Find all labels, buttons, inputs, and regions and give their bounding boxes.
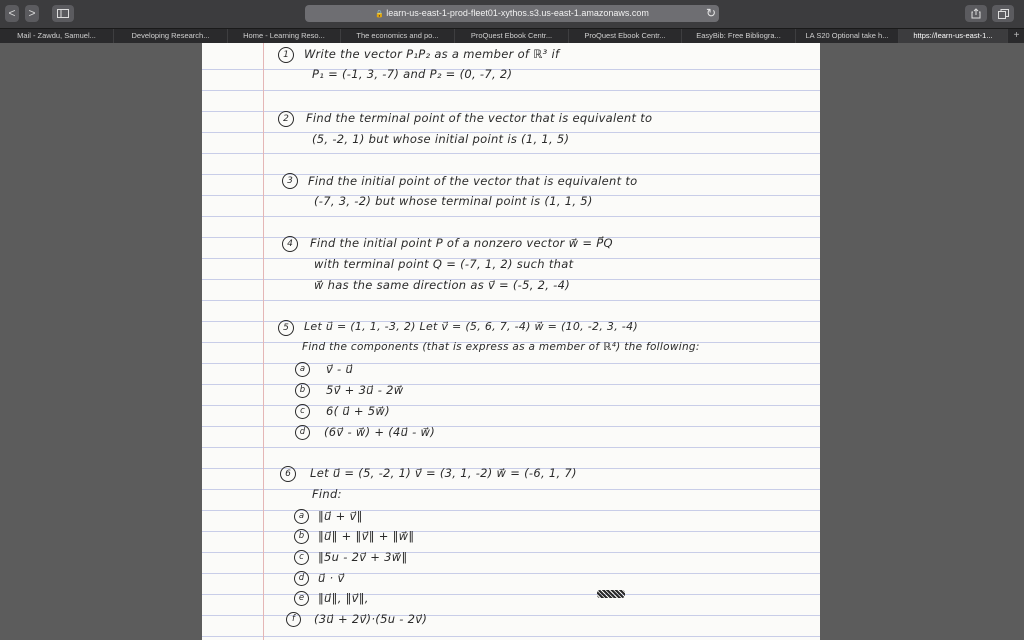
bookmark-item[interactable]: Home - Learning Reso...	[228, 29, 341, 43]
problem-text: Let u⃗ = (1, 1, -3, 2) Let v⃗ = (5, 6, 7, -4) w⃗ = (10, -2, 3, -4)	[304, 320, 638, 333]
item-text: 6( u⃗ + 5w⃗)	[326, 404, 390, 418]
item-text: ‖u⃗ + v⃗‖	[318, 509, 363, 523]
sidebar-toggle-button[interactable]	[52, 5, 74, 22]
address-bar[interactable]	[305, 5, 719, 22]
bookmark-item[interactable]: The economics and po...	[341, 29, 455, 43]
problem-text: Find the initial point of the vector that is equivalent to	[308, 174, 638, 188]
url-text: learn-us-east-1-prod-fleet01-xythos.s3.us-east-1.amazonaws.com	[386, 8, 649, 18]
problem-text: Let u⃗ = (5, -2, 1) v⃗ = (3, 1, -2) w⃗ = (-6, 1, 7)	[310, 466, 577, 480]
problem-text: w⃗ has the same direction as v⃗ = (-5, 2, -4)	[314, 278, 571, 292]
item-text: (3u⃗ + 2v⃗)·(5u - 2v⃗)	[314, 612, 428, 626]
problem-text: Find:	[312, 487, 342, 501]
problem-text: (5, -2, 1) but whose initial point is (1, 1, 5)	[312, 132, 570, 146]
share-button[interactable]	[965, 5, 987, 22]
problem-text: Write the vector P₁P₂ as a member of ℝ³ if	[304, 47, 560, 61]
problem-text: with terminal point Q = (-7, 1, 2) such that	[314, 257, 574, 271]
tabs-overview-icon	[998, 9, 1009, 19]
problem-text: (-7, 3, -2) but whose terminal point is (1, 1, 5)	[314, 194, 593, 208]
forward-button[interactable]: >	[25, 5, 39, 22]
item-text: 5v⃗ + 3u⃗ - 2w⃗	[326, 383, 404, 397]
problem-number: 5	[278, 320, 294, 336]
item-text: u⃗ · v⃗	[318, 571, 345, 585]
bookmark-item[interactable]: Mail - Zawdu, Samuel...	[0, 29, 114, 43]
problem-number: 6	[280, 466, 296, 482]
tabs-button[interactable]	[992, 5, 1014, 22]
share-icon	[971, 8, 981, 19]
item-label: a	[294, 509, 309, 524]
item-label: c	[294, 550, 309, 565]
item-label: a	[295, 362, 310, 377]
sidebar-icon	[57, 9, 69, 18]
item-label: d	[295, 425, 310, 440]
problem-number: 2	[278, 111, 294, 127]
reload-icon[interactable]: ↻	[705, 6, 717, 20]
bookmark-item[interactable]: ProQuest Ebook Centr...	[455, 29, 569, 43]
item-label: c	[295, 404, 310, 419]
bookmark-item[interactable]: Developing Research...	[114, 29, 228, 43]
notebook-page	[202, 43, 820, 640]
bookmarks-bar	[0, 28, 1024, 43]
bookmark-item[interactable]: ProQuest Ebook Centr...	[569, 29, 682, 43]
item-text: ‖5u - 2v⃗ + 3w⃗‖	[318, 550, 408, 564]
scribbled-out-text	[597, 590, 625, 598]
problem-text: Find the components (that is express as a member of ℝ⁴) the following:	[302, 341, 700, 353]
item-label: d	[294, 571, 309, 586]
item-label: f	[286, 612, 301, 627]
problem-text: P₁ = (-1, 3, -7) and P₂ = (0, -7, 2)	[312, 67, 513, 81]
item-label: b	[294, 529, 309, 544]
problem-number: 1	[278, 47, 294, 63]
margin-line	[263, 43, 264, 640]
item-text: v⃗ - u⃗	[326, 362, 354, 376]
browser-toolbar	[0, 0, 1024, 28]
item-text: (6v⃗ - w⃗) + (4u⃗ - w⃗)	[324, 425, 436, 439]
item-text: ‖u⃗‖, ‖v⃗‖,	[318, 591, 369, 605]
add-bookmark-icon[interactable]: +	[1013, 30, 1020, 41]
item-text: ‖u⃗‖ + ‖v⃗‖ + ‖w⃗‖	[318, 529, 415, 543]
bookmark-item[interactable]: LA S20 Optional take h...	[796, 29, 899, 43]
back-button[interactable]: <	[5, 5, 19, 22]
lock-icon: 🔒	[375, 11, 384, 18]
problem-number: 4	[282, 236, 298, 252]
item-label: b	[295, 383, 310, 398]
bookmark-item[interactable]: EasyBib: Free Bibliogra...	[682, 29, 796, 43]
bookmark-item-active[interactable]: https://learn-us-east-1...	[899, 29, 1008, 43]
item-label: e	[294, 591, 309, 606]
problem-number: 3	[282, 173, 298, 189]
problem-text: Find the initial point P of a nonzero vector w⃗ = P⃗Q	[310, 236, 613, 250]
problem-text: Find the terminal point of the vector that is equivalent to	[306, 111, 653, 125]
